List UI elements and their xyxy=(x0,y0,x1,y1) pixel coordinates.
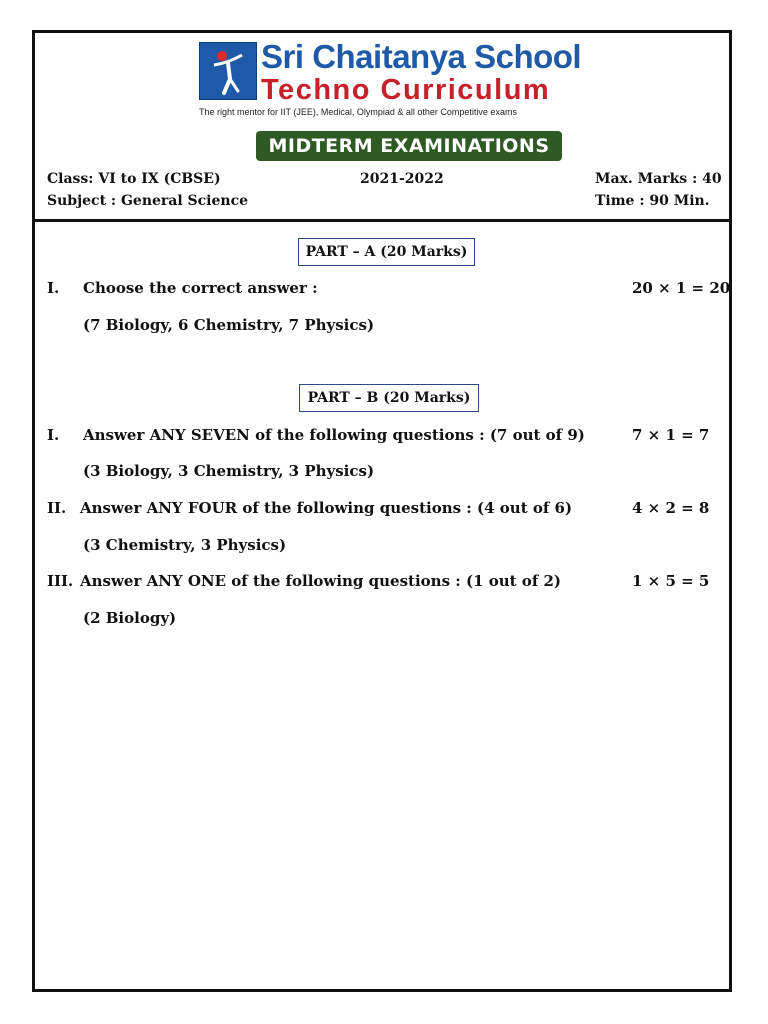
part-b-q1-number: I. xyxy=(47,426,60,444)
subject-info: Subject : General Science xyxy=(47,193,249,209)
exam-banner xyxy=(256,131,562,161)
part-b-q3-text: Answer ANY ONE of the following questions : (1 out of 2) xyxy=(80,572,562,590)
runner-logo-icon xyxy=(199,42,257,100)
school-name: Sri Chaitanya School xyxy=(261,38,582,75)
exam-title: MIDTERM EXAMINATIONS xyxy=(268,135,550,157)
part-b-title: PART – B (20 Marks) xyxy=(299,384,479,412)
part-b-q2-marks: 4 × 2 = 8 xyxy=(632,499,710,517)
part-a-q1-detail: (7 Biology, 6 Chemistry, 7 Physics) xyxy=(83,316,375,334)
part-a-q1-number: I. xyxy=(47,279,60,297)
part-b-q3-marks: 1 × 5 = 5 xyxy=(632,572,710,590)
part-a-title: PART – A (20 Marks) xyxy=(298,238,475,266)
part-b-q3-detail: (2 Biology) xyxy=(83,609,177,627)
part-a-q1-marks: 20 × 1 = 20 xyxy=(632,279,731,297)
class-info: Class: VI to IX (CBSE) xyxy=(47,171,221,187)
tagline: The right mentor for IIT (JEE), Medical, Olympiad & all other Competitive exams xyxy=(199,107,517,117)
part-b-q2-detail: (3 Chemistry, 3 Physics) xyxy=(83,536,287,554)
part-b-q2-number: II. xyxy=(47,499,67,517)
part-b-q1-detail: (3 Biology, 3 Chemistry, 3 Physics) xyxy=(83,462,375,480)
part-b-q3-number: III. xyxy=(47,572,74,590)
part-b-q2-text: Answer ANY FOUR of the following questions : (4 out of 6) xyxy=(80,499,573,517)
school-logo xyxy=(199,38,582,120)
exam-time: Time : 90 Min. xyxy=(595,193,710,209)
curriculum-name: Techno Curriculum xyxy=(261,74,551,106)
header-divider xyxy=(35,219,731,222)
part-a-q1-text: Choose the correct answer : xyxy=(83,279,318,297)
max-marks: Max. Marks : 40 xyxy=(595,171,722,187)
part-b-q1-text: Answer ANY SEVEN of the following questions : (7 out of 9) xyxy=(83,426,585,444)
part-b-q1-marks: 7 × 1 = 7 xyxy=(632,426,710,444)
academic-year: 2021-2022 xyxy=(360,171,444,187)
